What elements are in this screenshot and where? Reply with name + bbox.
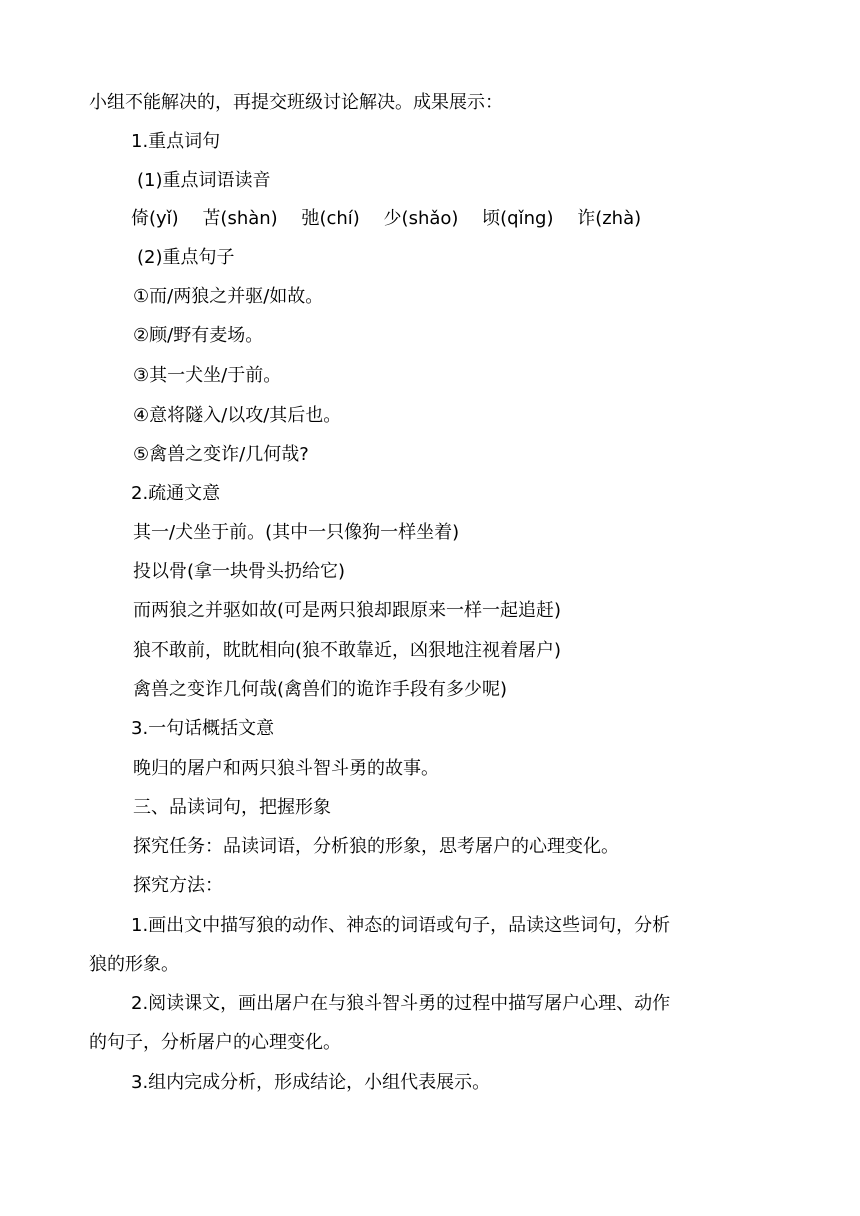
method-step-3: 3.组内完成分析，形成结论，小组代表展示。 [131, 1072, 491, 1093]
sentence-item: ②顾/野有麦场。 [133, 325, 264, 346]
heading-meaning: 2.疏通文意 [131, 483, 221, 504]
sentence-item: ④意将隧入/以攻/其后也。 [133, 405, 342, 426]
explore-method-label: 探究方法： [133, 875, 223, 896]
sentence-item: ⑤禽兽之变诈/几何哉? [133, 444, 309, 465]
subheading-key-sentences: (2)重点句子 [137, 247, 235, 268]
paragraph-intro: 小组不能解决的，再提交班级讨论解决。成果展示： [89, 92, 503, 113]
heading-key-words: 1.重点词句 [131, 131, 221, 152]
summary-text: 晚归的屠户和两只狼斗智斗勇的故事。 [133, 758, 439, 779]
translation-item: 禽兽之变诈几何哉(禽兽们的诡诈手段有多少呢) [133, 679, 508, 700]
pinyin-item: 顷(qǐng) [482, 208, 554, 229]
pinyin-item: 诈(zhà) [577, 208, 642, 229]
method-step-2-continued: 的句子，分析屠户的心理变化。 [89, 1032, 341, 1053]
pinyin-item: 少(shǎo) [383, 208, 459, 229]
method-step-1: 1.画出文中描写狼的动作、神态的词语或句子，品读这些词句，分析 [131, 915, 671, 936]
section-heading: 三、品读词句，把握形象 [133, 797, 331, 818]
method-step-2: 2.阅读课文，画出屠户在与狼斗智斗勇的过程中描写屠户心理、动作 [131, 993, 671, 1014]
translation-item: 投以骨(拿一块骨头扔给它) [133, 561, 346, 582]
pinyin-list [131, 207, 659, 231]
translation-item: 狼不敢前，眈眈相向(狼不敢靠近，凶狠地注视着屠户) [133, 640, 562, 661]
translation-item: 而两狼之并驱如故(可是两只狼却跟原来一样一起追赶) [133, 600, 562, 621]
sentence-item: ③其一犬坐/于前。 [133, 365, 282, 386]
translation-item: 其一/犬坐于前。(其中一只像狗一样坐着) [133, 522, 460, 543]
explore-task: 探究任务：品读词语，分析狼的形象，思考屠户的心理变化。 [133, 836, 619, 857]
pinyin-item: 弛(chí) [301, 208, 360, 229]
pinyin-item: 苫(shàn) [202, 208, 278, 229]
pinyin-item: 倚(yǐ) [131, 208, 179, 229]
method-step-1-continued: 狼的形象。 [89, 954, 179, 975]
subheading-pronunciation: (1)重点词语读音 [137, 170, 271, 191]
heading-summary: 3.一句话概括文意 [131, 718, 275, 739]
sentence-item: ①而/两狼之并驱/如故。 [133, 286, 324, 307]
